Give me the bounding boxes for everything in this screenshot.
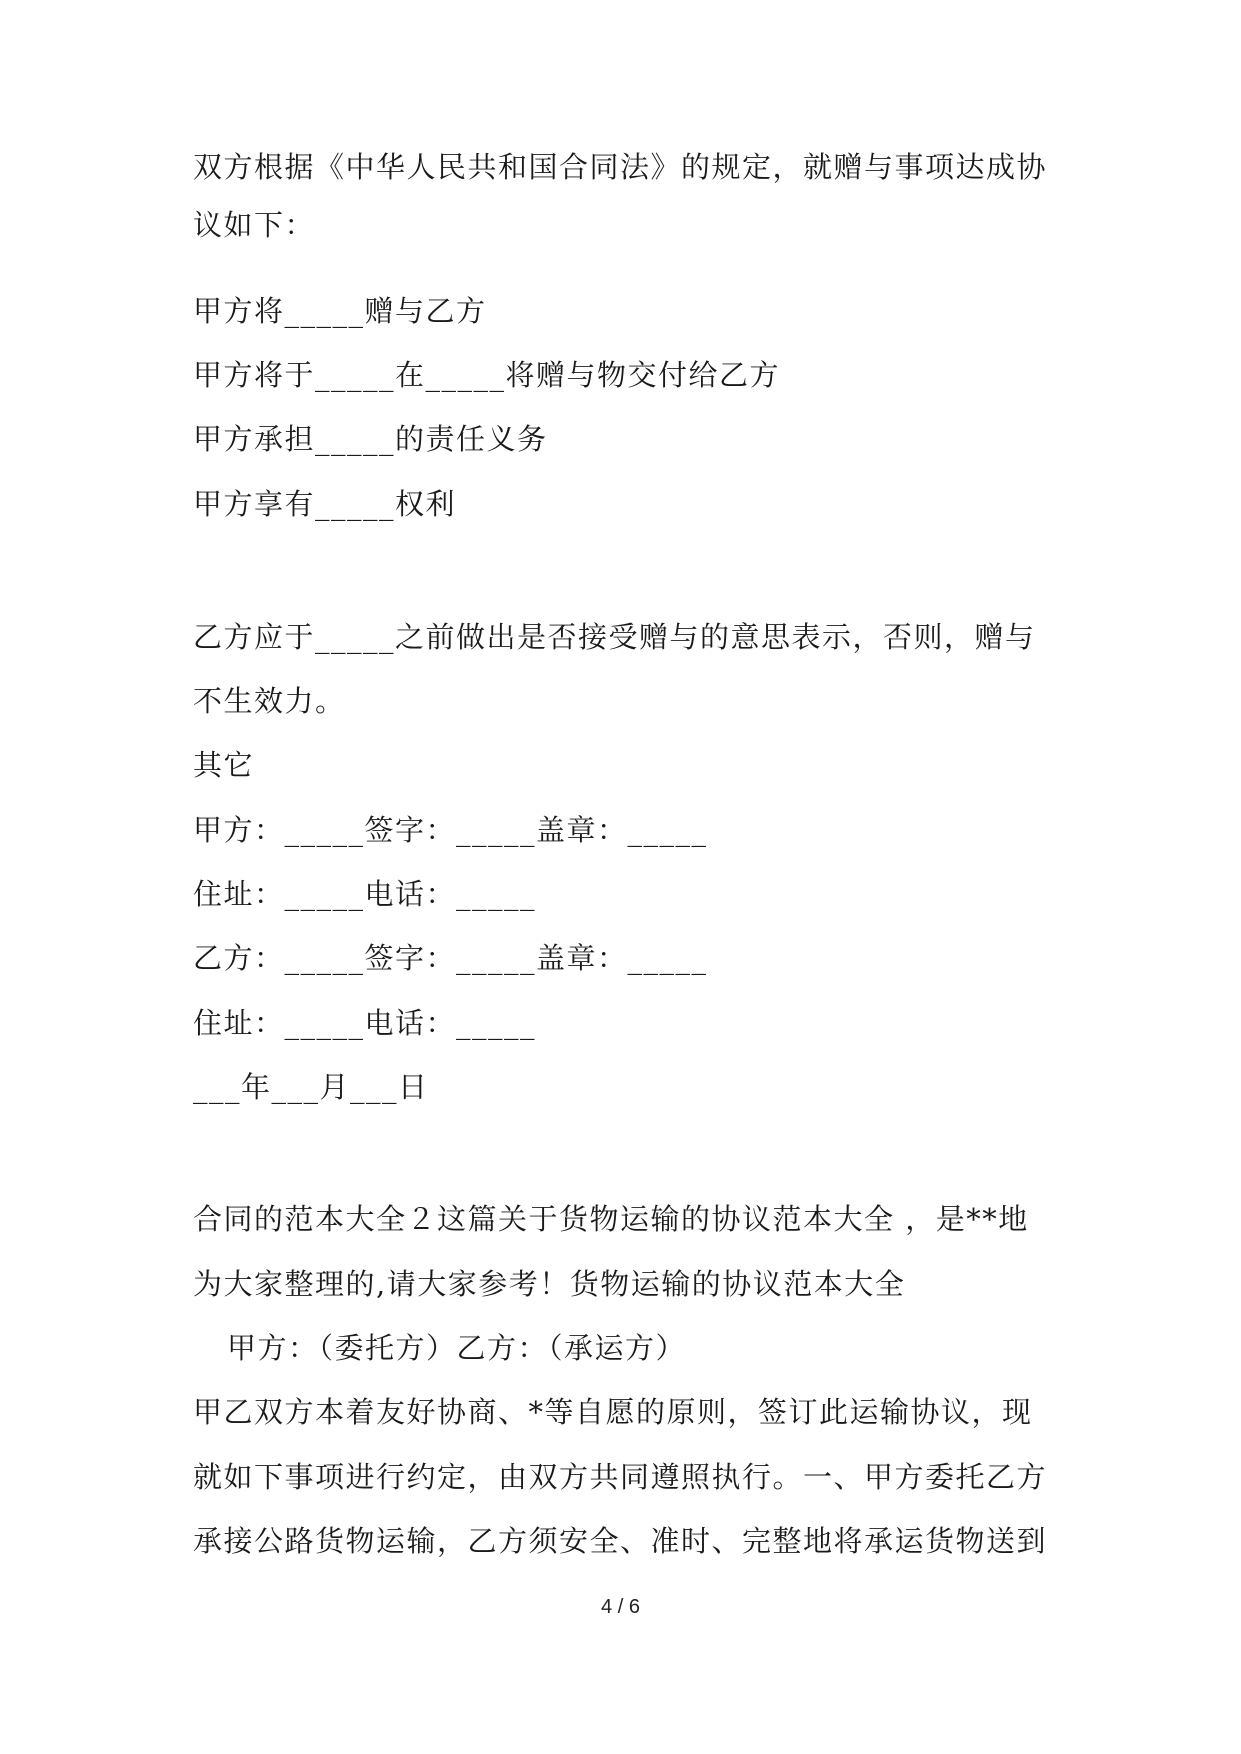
paragraph-line: 承接公路货物运输，乙方须安全、准时、完整地将承运货物送到 <box>193 1524 1048 1558</box>
paragraph-line: 甲方承担_____的责任义务 <box>193 422 548 456</box>
paragraph-line: 乙方：_____签字：_____盖章：_____ <box>193 941 708 975</box>
paragraph-line: 乙方应于_____之前做出是否接受赠与的意思表示，否则，赠与 <box>193 620 1036 654</box>
paragraph-line: 甲方享有_____权利 <box>193 487 457 521</box>
paragraph-line: 甲方：（委托方）乙方：（承运方） <box>227 1331 687 1365</box>
paragraph-line: 住址：_____电话：_____ <box>193 877 537 911</box>
paragraph-line: 为大家整理的,请大家参考！货物运输的协议范本大全 <box>193 1267 906 1301</box>
paragraph-line: 甲方将于_____在_____将赠与物交付给乙方 <box>193 358 781 392</box>
paragraph-line: 双方根据《中华人民共和国合同法》的规定，就赠与事项达成协 <box>193 150 1048 184</box>
paragraph-line: 议如下： <box>193 208 316 242</box>
paragraph-line: 甲乙双方本着友好协商、*等自愿的原则，签订此运输协议，现 <box>193 1395 1033 1429</box>
page-number: 4 / 6 <box>601 1596 640 1618</box>
paragraph-line: ___年___月___日 <box>193 1070 429 1104</box>
paragraph-line: 其它 <box>193 748 255 782</box>
paragraph-line: 甲方将_____赠与乙方 <box>193 294 487 328</box>
paragraph-line: 就如下事项进行约定，由双方共同遵照执行。一、甲方委托乙方 <box>193 1460 1048 1494</box>
paragraph-line: 住址：_____电话：_____ <box>193 1006 537 1040</box>
paragraph-line: 合同的范本大全２这篇关于货物运输的协议范本大全 ，是**地 <box>193 1202 1029 1236</box>
paragraph-line: 甲方：_____签字：_____盖章：_____ <box>193 813 708 847</box>
paragraph-line: 不生效力。 <box>193 684 346 718</box>
